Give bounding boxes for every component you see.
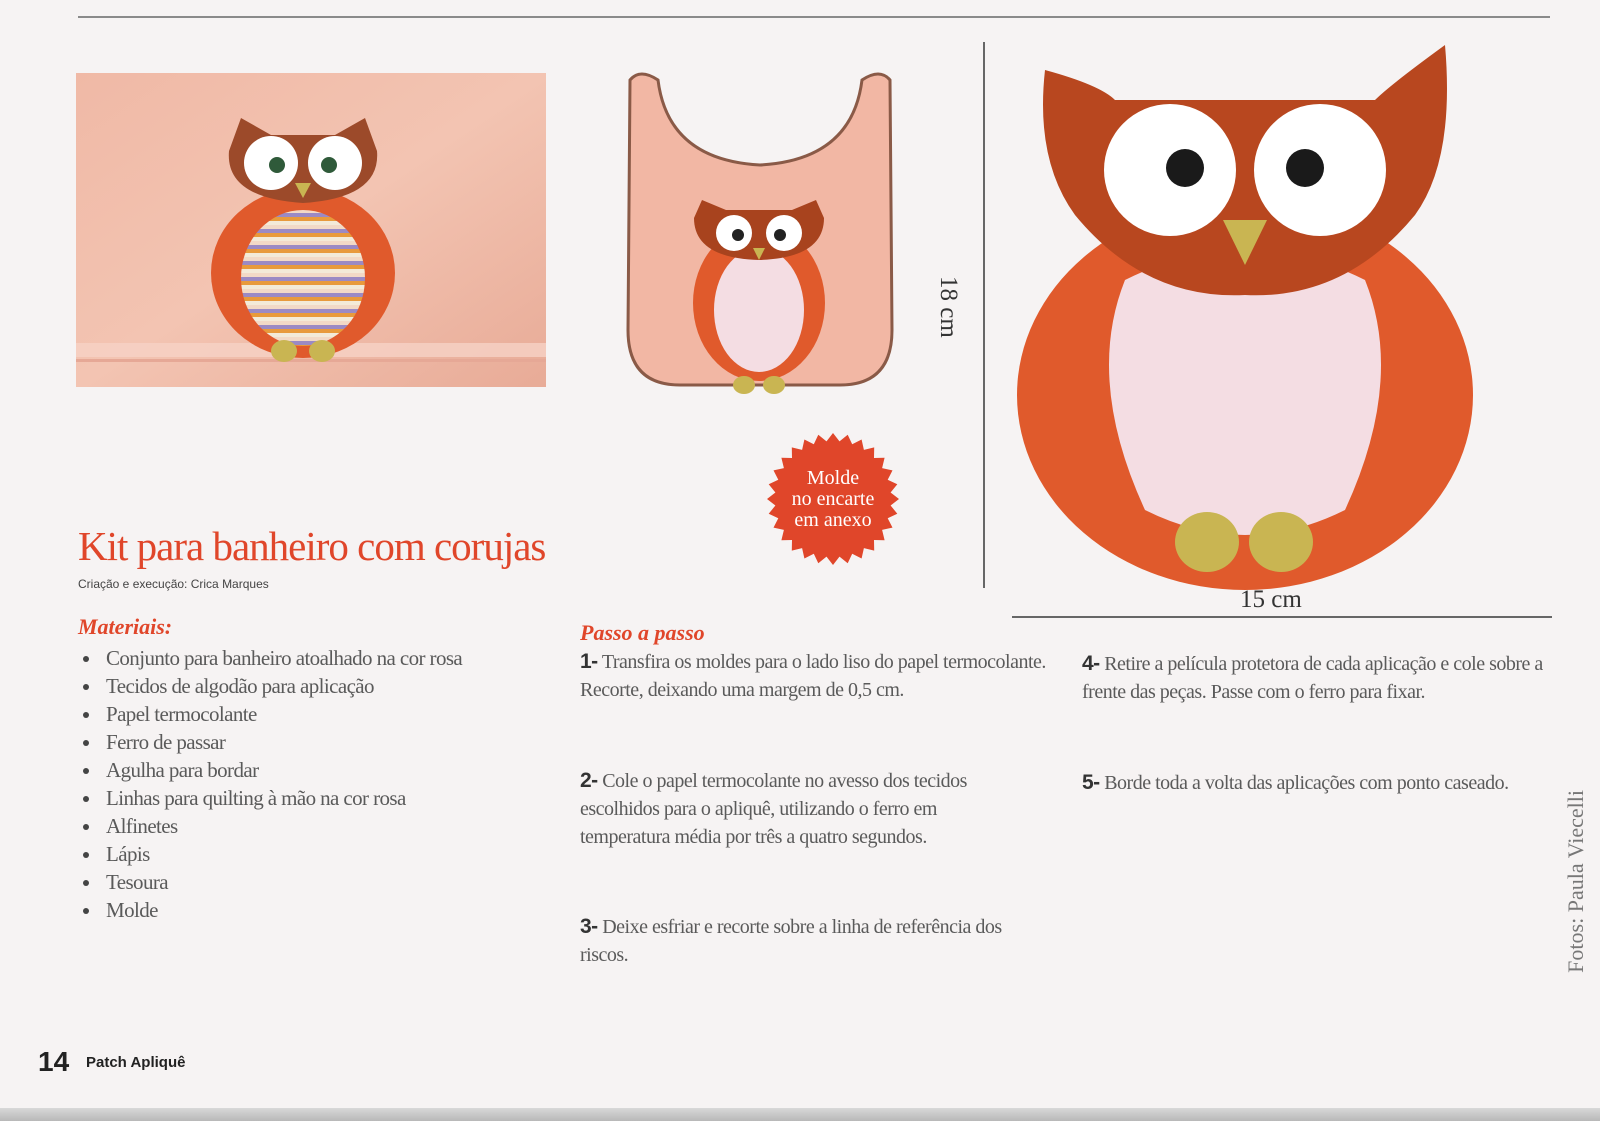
badge-line-3: em anexo <box>794 508 872 531</box>
height-dimension-label: 18 cm <box>935 276 962 338</box>
list-item: Linhas para quilting à mão na cor rosa <box>80 784 462 812</box>
step-number: 5- <box>1082 771 1100 794</box>
towel-photo <box>76 73 546 387</box>
page-edge <box>0 1108 1600 1121</box>
step-number: 3- <box>580 915 598 938</box>
materials-list <box>80 644 462 924</box>
step-number: 2- <box>580 769 598 792</box>
height-dimension-line <box>983 42 985 588</box>
badge-line-1: Molde <box>806 466 860 489</box>
towel-owl <box>211 118 395 362</box>
list-item: Conjunto para banheiro atoalhado na cor rosa <box>80 644 462 672</box>
step-text: Transfira os moldes para o lado liso do papel termocolante. Recorte, deixando uma margem de 0,5 cm. <box>580 651 1046 701</box>
step-5 <box>1082 769 1552 797</box>
step-text: Borde toda a volta das aplicações com ponto caseado. <box>1104 772 1509 794</box>
photo-credit-text: Fotos: Paula Viecelli <box>1563 790 1588 973</box>
step-1 <box>580 648 1050 704</box>
steps-heading: Passo a passo <box>580 620 705 645</box>
list-item: Tecidos de algodão para aplicação <box>80 672 462 700</box>
step-3 <box>580 913 1010 969</box>
magazine-name: Patch Apliquê <box>86 1054 186 1071</box>
step-number: 1- <box>580 650 598 673</box>
step-text: Cole o papel termocolante no avesso dos tecidos escolhidos para o apliquê, utilizando o ferro em temperatura média por três a quatro segundos. <box>580 770 967 848</box>
step-number: 4- <box>1082 652 1100 675</box>
width-dimension-line <box>1012 616 1552 618</box>
list-item: Tesoura <box>80 868 462 896</box>
list-item: Alfinetes <box>80 812 462 840</box>
owl-pattern <box>1005 40 1485 600</box>
article-title: Kit para banheiro com corujas <box>78 523 546 569</box>
step-text: Retire a película protetora de cada aplicação e cole sobre a frente das peças. Passe com o ferro para fixar. <box>1082 653 1543 703</box>
bib-illustration <box>610 70 910 395</box>
step-text: Deixe esfriar e recorte sobre a linha de referência dos riscos. <box>580 916 1002 966</box>
step-4 <box>1082 650 1552 706</box>
materials-heading: Materiais: <box>78 614 173 639</box>
article-credit: Criação e execução: Crica Marques <box>78 577 269 591</box>
width-dimension-label: 15 cm <box>1240 586 1302 613</box>
molde-badge <box>765 431 901 567</box>
badge-line-2: no encarte <box>791 487 875 510</box>
step-2 <box>580 767 1030 851</box>
page-number: 14 <box>38 1046 70 1077</box>
list-item: Ferro de passar <box>80 728 462 756</box>
list-item: Lápis <box>80 840 462 868</box>
top-rule <box>78 16 1550 18</box>
list-item: Papel termocolante <box>80 700 462 728</box>
list-item: Agulha para bordar <box>80 756 462 784</box>
list-item: Molde <box>80 896 462 924</box>
